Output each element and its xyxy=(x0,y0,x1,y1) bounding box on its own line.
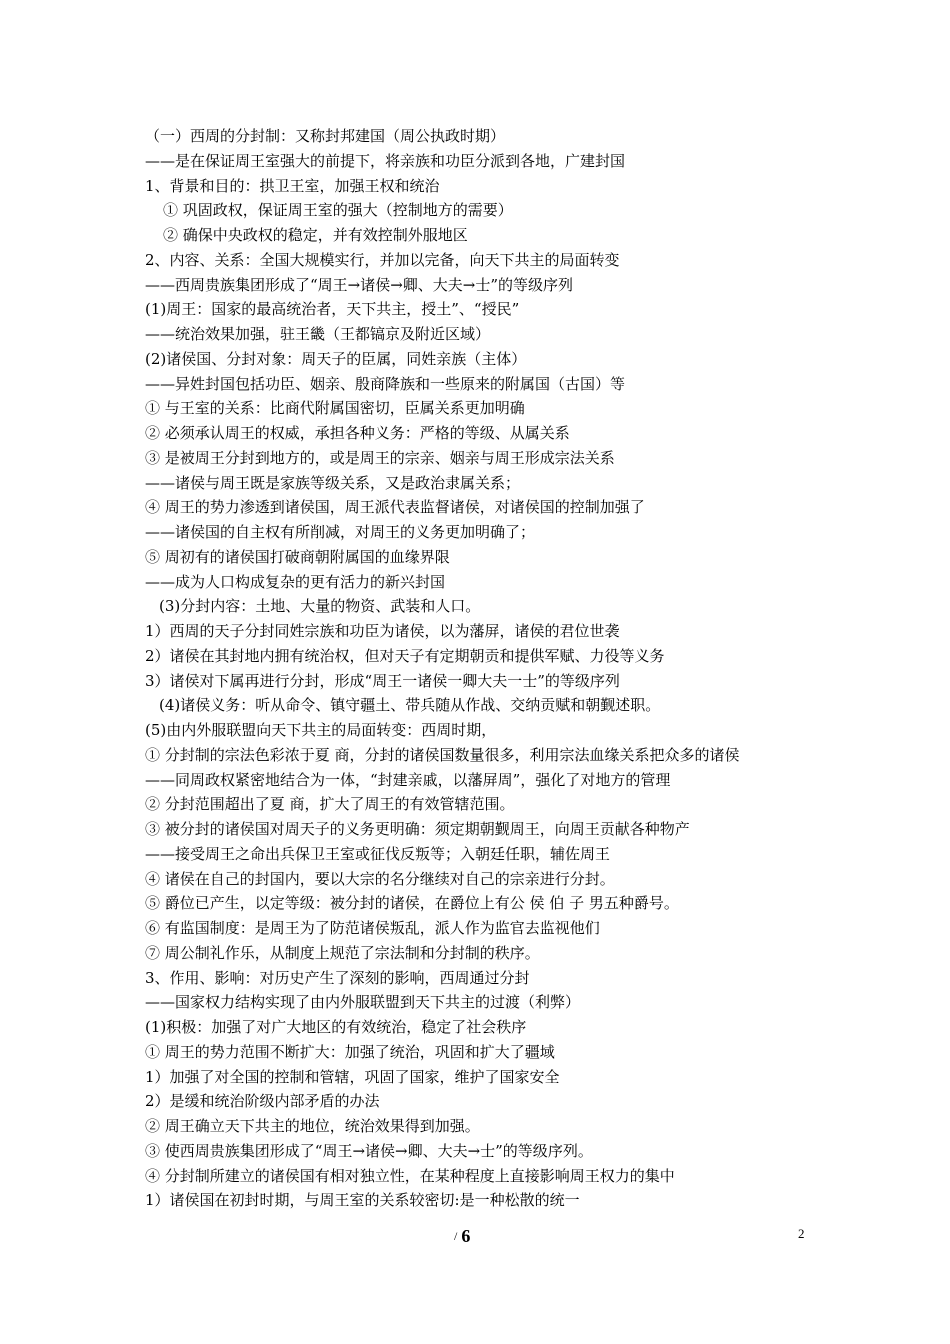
text-line: ——诸侯与周王既是家族等级关系，又是政治隶属关系； xyxy=(145,473,521,492)
text-line: (1)周王：国家的最高统治者，天下共主，授土”、“授民” xyxy=(145,300,520,319)
footer-slash: / xyxy=(454,1229,458,1243)
subheading: 2、内容、关系：全国大规模实行，并加以完备，向天下共主的局面转变 xyxy=(145,250,620,269)
text-line: ④ 诸侯在自己的封国内，要以大宗的名分继续对自己的宗亲进行分封。 xyxy=(145,869,615,888)
text-line: ——国家权力结构实现了由内外服联盟到天下共主的过渡（利弊） xyxy=(145,993,581,1012)
text-line: ——西周贵族集团形成了“周王→诸侯→卿、大夫→士”的等级序列 xyxy=(145,275,574,294)
text-line: ④ 分封制所建立的诸侯国有相对独立性，在某种程度上直接影响周王权力的集中 xyxy=(145,1166,675,1185)
text-line: 1）西周的天子分封同姓宗族和功臣为诸侯，以为藩屏，诸侯的君位世袭 xyxy=(145,622,620,640)
text-line: ② 分封范围超出了夏 商，扩大了周王的有效管辖范围。 xyxy=(145,795,515,814)
text-line: (1)积极：加强了对广大地区的有效统治，稳定了社会秩序 xyxy=(145,1018,527,1036)
text-line: 1）加强了对全国的控制和管辖，巩固了国家，维护了国家安全 xyxy=(145,1067,560,1086)
text-line: (2)诸侯国、分封对象：周天子的臣属，同姓亲族（主体） xyxy=(145,349,527,368)
text-line: ③ 使西周贵族集团形成了“周王→诸侯→卿、大夫→士”的等级序列。 xyxy=(145,1141,593,1160)
text-line: 2）是缓和统治阶级内部矛盾的办法 xyxy=(145,1092,380,1111)
text-line: ① 周王的势力范围不断扩大：加强了统治，巩固和扩大了疆域 xyxy=(145,1042,555,1061)
text-line: (4)诸侯义务：听从命令、镇守疆土、带兵随从作战、交纳贡赋和朝觐述职。 xyxy=(159,696,661,715)
subheading: 1、背景和目的：拱卫王室，加强王权和统治 xyxy=(145,176,440,195)
text-line: ——异姓封国包括功臣、姻亲、殷商降族和一些原来的附属国（古国）等 xyxy=(145,374,626,393)
text-line: (3)分封内容：土地、大量的物资、武装和人口。 xyxy=(159,597,481,616)
text-line: ——成为人口构成复杂的更有活力的新兴封国 xyxy=(145,572,446,591)
text-line: 3）诸侯对下属再进行分封，形成“周王一诸侯一卿大夫一士”的等级序列 xyxy=(145,671,620,690)
text-line: ⑦ 周公制礼作乐，从制度上规范了宗法制和分封制的秩序。 xyxy=(145,943,540,962)
text-line: 1）诸侯国在初封时期，与周王室的关系较密切:是一种松散的统一 xyxy=(145,1191,580,1210)
page-count-footer xyxy=(454,1226,470,1247)
text-line: ⑤ 周初有的诸侯国打破商朝附属国的血缘界限 xyxy=(145,547,450,566)
page-number: 2 xyxy=(798,1226,805,1241)
text-line: ——统治效果加强，驻王畿（王都镐京及附近区域） xyxy=(145,325,491,343)
text-line: ④ 周王的势力渗透到诸侯国，周王派代表监督诸侯，对诸侯国的控制加强了 xyxy=(145,498,645,517)
text-line: ① 巩固政权，保证周王室的强大（控制地方的需要） xyxy=(163,201,513,220)
text-line: ② 周王确立天下共主的地位，统治效果得到加强。 xyxy=(145,1117,480,1135)
text-line: ——接受周王之命出兵保卫王室或征伐反叛等；入朝廷任职，辅佐周王 xyxy=(145,844,611,863)
text-line: ② 必须承认周王的权威，承担各种义务：严格的等级、从属关系 xyxy=(145,424,570,442)
section-heading: （一）西周的分封制：又称封邦建国（周公执政时期） xyxy=(145,127,506,145)
text-line: ③ 是被周王分封到地方的，或是周王的宗亲、姻亲与周王形成宗法关系 xyxy=(145,448,615,467)
subheading: 3、作用、影响：对历史产生了深刻的影响，西周通过分封 xyxy=(145,968,530,987)
text-line: ——诸侯国的自主权有所削减，对周王的义务更加明确了； xyxy=(145,523,536,541)
text-line: (5)由内外服联盟向天下共主的局面转变：西周时期， xyxy=(145,721,497,739)
text-line: ⑤ 爵位已产生，以定等级：被分封的诸侯，在爵位上有公 侯 伯 子 男五种爵号。 xyxy=(145,894,679,913)
text-line: 2）诸侯在其封地内拥有统治权，但对天子有定期朝贡和提供军赋、力役等义务 xyxy=(145,646,665,665)
total-pages: 6 xyxy=(461,1226,471,1246)
text-line: ① 分封制的宗法色彩浓于夏 商，分封的诸侯国数量很多，利用宗法血缘关系把众多的诸侯 xyxy=(145,745,740,764)
text-line: ① 与王室的关系：比商代附属国密切，臣属关系更加明确 xyxy=(145,399,525,418)
text-line: ② 确保中央政权的稳定，并有效控制外服地区 xyxy=(163,226,468,244)
document-body xyxy=(145,124,845,1213)
text-line: ——同周政权紧密地结合为一体，“封建亲戚，以藩屏周”，强化了对地方的管理 xyxy=(145,770,671,789)
text-line: ③ 被分封的诸侯国对周天子的义务更明确：须定期朝觐周王，向周王贡献各种物产 xyxy=(145,820,690,838)
text-line: ⑥ 有监国制度：是周王为了防范诸侯叛乱，派人作为监官去监视他们 xyxy=(145,919,600,937)
text-line: ——是在保证周王室强大的前提下，将亲族和功臣分派到各地，广建封国 xyxy=(145,151,626,170)
